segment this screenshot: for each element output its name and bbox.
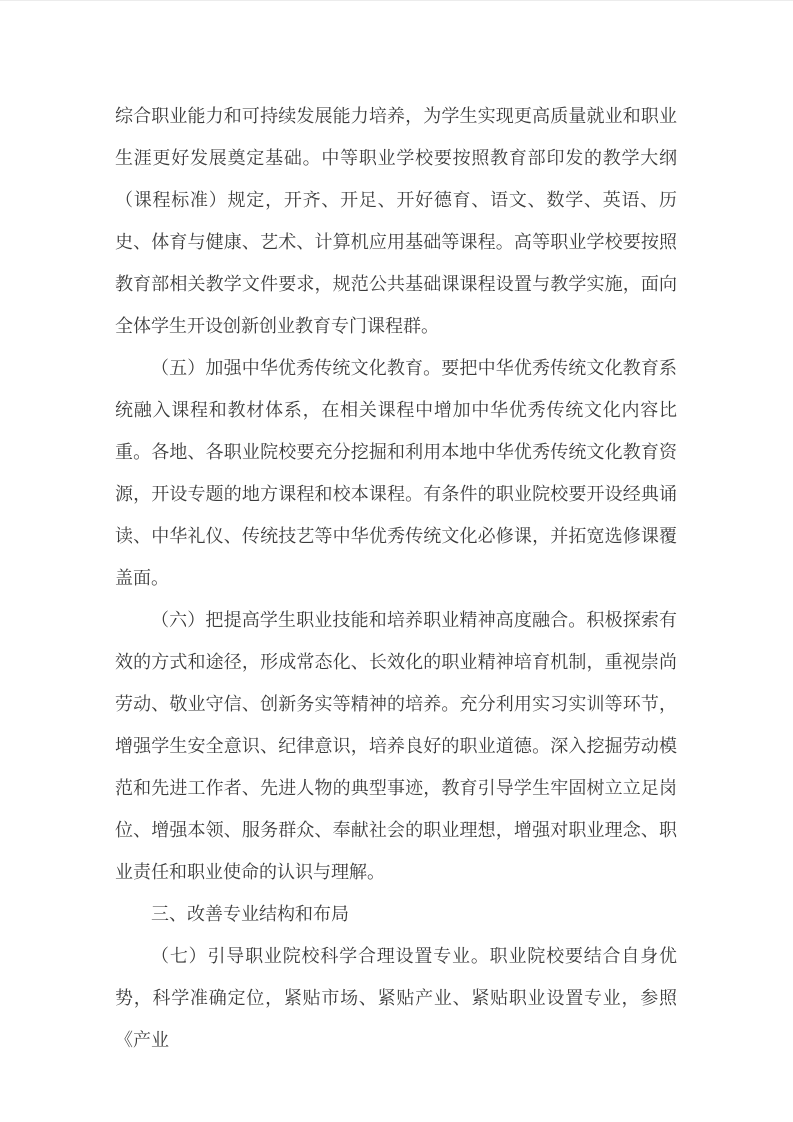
paragraph-item-5: （五）加强中华优秀传统文化教育。要把中华优秀传统文化教育系统融入课程和教材体系，在相关课程中增加中华优秀传统文化内容比重。各地、各职业院校要充分挖掘和利用本地中华优秀传统文化教育资源，开设专题的地方课程和校本课程。有条件的职业院校要开设经典诵读、中华礼仪、传统技艺等中华优秀传统文化必修课，并拓宽选修课覆盖面。 (115, 358, 677, 588)
paragraph-item-6: （六）把提高学生职业技能和培养职业精神高度融合。积极探索有效的方式和途径，形成常态化、长效化的职业精神培育机制，重视崇尚劳动、敬业守信、创新务实等精神的培养。充分利用实习实训等环节，增强学生安全意识、纪律意识，培养良好的职业道德。深入挖掘劳动模范和先进工作者、先进人物的典型事迹，教育引导学生牢固树立立足岗位、增强本领、服务群众、奉献社会的职业理想，增强对职业理念、职业责任和职业使命的认识与理解。 (115, 610, 677, 882)
paragraph-continuation: 综合职业能力和可持续发展能力培养，为学生实现更高质量就业和职业生涯更好发展奠定基础。中等职业学校要按照教育部印发的教学大纲（课程标准）规定，开齐、开足、开好德育、语文、数学、英语、历史、体育与健康、艺术、计算机应用基础等课程。高等职业学校要按照教育部相关教学文件要求，规范公共基础课课程设置与教学实施，面向全体学生开设创新创业教育专门课程群。 (115, 106, 677, 336)
section-heading-3: 三、改善专业结构和布局 (151, 904, 349, 924)
page-top-edge (0, 0, 793, 1)
paragraph-item-7: （七）引导职业院校科学合理设置专业。职业院校要结合自身优势，科学准确定位，紧贴市场、紧贴产业、紧贴职业设置专业，参照《产业 (115, 946, 677, 1050)
